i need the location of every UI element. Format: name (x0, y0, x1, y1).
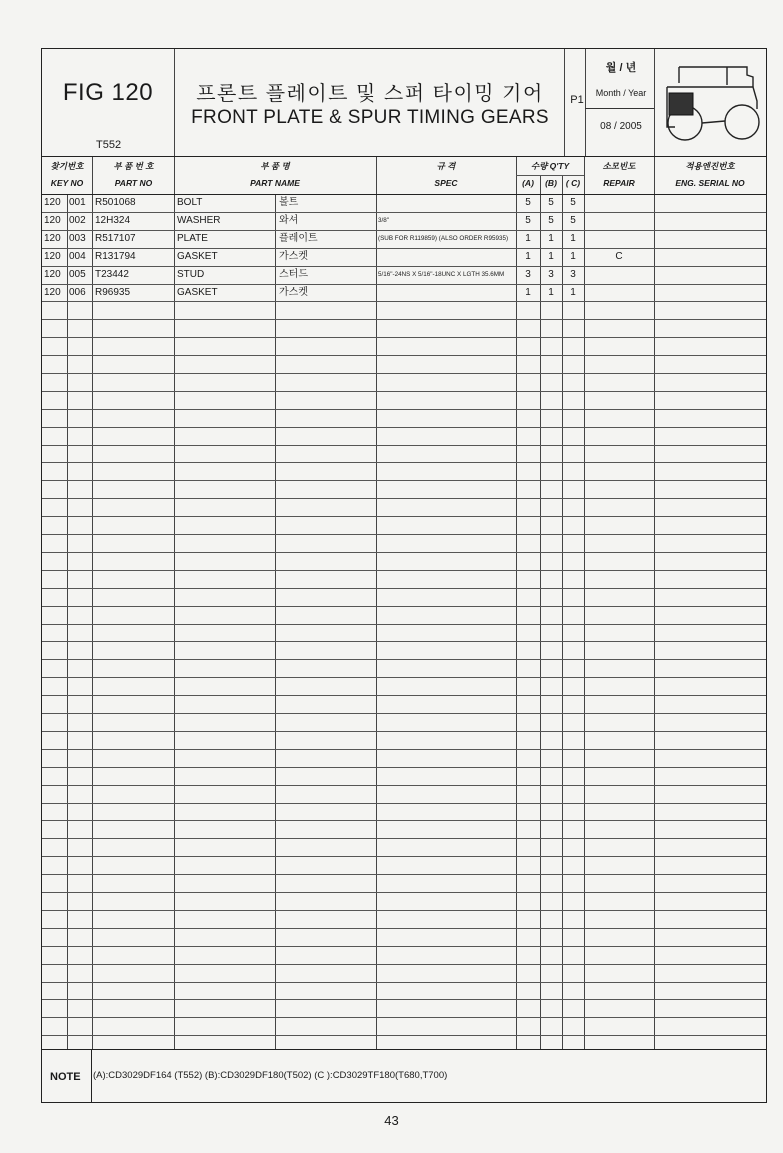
header-repair-ko: 소모빈도 (602, 161, 636, 171)
cell-part-no: T23442 (95, 268, 129, 280)
cell-key: 004 (69, 250, 86, 262)
cell-fig: 120 (44, 214, 61, 226)
cell-c: 5 (570, 214, 576, 226)
header-qty-c: ( C) (565, 178, 581, 188)
cell-key: 005 (69, 268, 86, 280)
cell-b: 5 (548, 197, 554, 208)
cell-name-en: GASKET (177, 286, 218, 298)
header-part-name-ko: 부 품 명 (260, 161, 290, 171)
cell-part-no: 12H324 (95, 214, 131, 226)
cell-spec: 5/16"-24NS X 5/16"-18UNC X LGTH 35.6MM (378, 270, 505, 278)
title-korean: 프론트 플레이트 및 스퍼 타이밍 기어 (196, 83, 544, 105)
cell-a: 1 (525, 232, 531, 244)
cell-part-no: R131794 (95, 250, 136, 262)
cell-key: 001 (69, 197, 86, 208)
header-key-no-en: KEY NO (50, 178, 84, 188)
cell-part-no: R501068 (95, 197, 136, 208)
cell-spec: 3/8" (378, 216, 389, 224)
cell-name-ko: 스터드 (279, 268, 308, 280)
cell-c: 1 (570, 232, 576, 244)
cell-name-en: STUD (177, 268, 205, 280)
note-text: (A):CD3029DF164 (T552) (B):CD3029DF180(T502) (C ):CD3029TF180(T680,T700) (93, 1070, 448, 1081)
fig-box (42, 49, 174, 157)
header-repair-en: REPAIR (603, 178, 635, 188)
page-code: P1 (570, 94, 584, 106)
cell-a: 1 (525, 250, 531, 262)
cell-c: 1 (570, 286, 576, 298)
cell-key: 003 (69, 232, 86, 244)
cell-a: 3 (525, 268, 531, 280)
cell-fig: 120 (44, 232, 61, 244)
header-part-name-en: PART NAME (250, 178, 300, 188)
cell-name-en: GASKET (177, 250, 218, 262)
cell-c: 1 (570, 250, 576, 262)
cell-name-en: PLATE (177, 232, 208, 244)
cell-part-no: R517107 (95, 232, 136, 244)
header-spec-en: SPEC (434, 178, 458, 188)
cell-b: 1 (548, 232, 554, 244)
cell-b: 3 (548, 268, 554, 280)
cell-fig: 120 (44, 268, 61, 280)
cell-b: 1 (548, 250, 554, 262)
header-part-no-ko: 부 품 번 호 (113, 161, 154, 171)
header-serial-ko: 적용엔진번호 (685, 161, 735, 171)
issue-date: 08 / 2005 (600, 121, 642, 132)
month-year-english: Month / Year (595, 88, 647, 98)
cell-b: 1 (548, 286, 554, 298)
note-label: NOTE (50, 1071, 81, 1083)
cell-key: 002 (69, 214, 86, 226)
header-serial-en: ENG. SERIAL NO (675, 178, 745, 188)
cell-name-ko: 볼트 (279, 197, 299, 208)
header-spec-ko: 규 격 (436, 161, 456, 171)
header-qty-b: (B) (545, 178, 557, 188)
cell-name-ko: 가스켓 (279, 286, 308, 298)
header-qty-a: (A) (522, 178, 534, 188)
cell-fig: 120 (44, 197, 61, 208)
cell-name-ko: 와셔 (279, 214, 299, 226)
parts-sheet (41, 48, 767, 1103)
cell-spec: (SUB FOR R119859) (ALSO ORDER R95935) (378, 234, 509, 242)
cell-key: 006 (69, 286, 86, 298)
tractor-icon (657, 57, 763, 147)
header-key-no-ko: 찾기번호 (50, 161, 84, 171)
cell-c: 5 (570, 197, 576, 208)
fig-number: FIG 120 (62, 79, 154, 106)
cell-a: 5 (525, 214, 531, 226)
cell-name-en: WASHER (177, 214, 221, 226)
month-year-korean: 월 / 년 (605, 62, 637, 74)
page-number: 43 (384, 1113, 399, 1128)
cell-a: 5 (525, 197, 531, 208)
model-label: T552 (96, 139, 122, 151)
cell-b: 5 (548, 214, 554, 226)
cell-name-en: BOLT (177, 197, 203, 208)
title-english: FRONT PLATE & SPUR TIMING GEARS (191, 107, 549, 128)
cell-part-no: R96935 (95, 286, 131, 298)
cell-name-ko: 가스켓 (279, 250, 308, 262)
cell-c: 3 (570, 268, 576, 280)
cell-name-ko: 플레이트 (279, 232, 318, 244)
cell-fig: 120 (44, 250, 61, 262)
cell-a: 1 (525, 286, 531, 298)
cell-fig: 120 (44, 286, 61, 298)
header-qty-ko: 수량 Q'TY (530, 161, 570, 171)
header-part-no-en: PART NO (114, 178, 153, 188)
cell-repair: C (615, 250, 623, 262)
